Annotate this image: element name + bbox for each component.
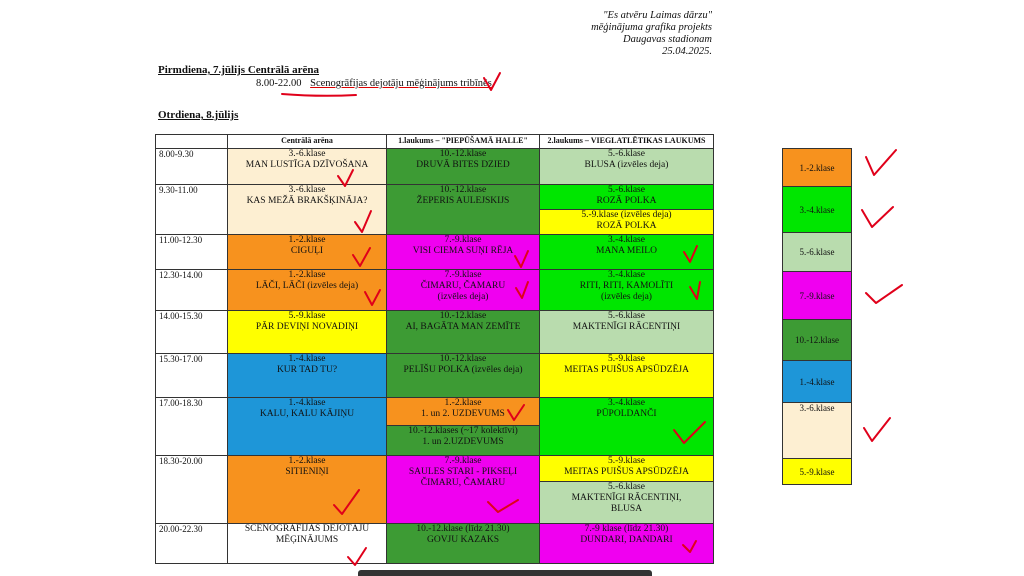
- cell: [540, 235, 714, 270]
- time-cell: 9.30-11.00: [156, 185, 228, 235]
- cell-class: 3.-6.klase: [288, 185, 326, 195]
- header-line1: "Es atvēru Laimas dārzu": [603, 10, 712, 21]
- cell: [387, 270, 540, 311]
- cell-class: 7.-9.klase: [444, 235, 482, 245]
- cell: [228, 311, 387, 354]
- time-cell: 14.00-15.30: [156, 311, 228, 354]
- cell: [387, 398, 540, 426]
- cell: [387, 524, 540, 564]
- cell: [228, 524, 387, 564]
- scrollbar-handle[interactable]: [358, 570, 652, 576]
- header-field-2: 2.laukums – VIEGLATLĒTIKAS LAUKUMS: [540, 135, 714, 149]
- legend-item: 5.-6.klase: [783, 233, 852, 272]
- cell-name: ČIMARU, ČAMARU: [420, 281, 506, 291]
- cell-name: ROZĀ POLKA: [596, 196, 657, 206]
- check-mark-icon: [866, 285, 902, 303]
- legend-item: 10.-12.klase: [783, 320, 852, 361]
- cell-class: 3.-4.klase: [608, 398, 645, 408]
- monday-activity: Scenogrāfijas dejotāju mēģinājums tribīnēs: [310, 78, 492, 89]
- cell: [228, 185, 387, 235]
- cell-class: 10.-12.klase: [439, 185, 487, 195]
- cell-extra: ČIMARU, ČAMARU: [420, 478, 506, 488]
- cell-name: PELĪŠU POLKA (izvēles deja): [403, 365, 523, 375]
- document-header: [591, 10, 712, 58]
- table-row: [156, 398, 714, 426]
- cell: [540, 398, 714, 456]
- cell: [540, 354, 714, 398]
- cell-name: GOVJU KAZAKS: [426, 535, 500, 545]
- table-row: [156, 354, 714, 398]
- table-row: [156, 311, 714, 354]
- cell-name: MAKTENĪGI RĀCENTIŅI: [572, 322, 681, 332]
- cell-class: 3.-4.klase: [608, 235, 645, 245]
- cell-class: 1.-2.klase: [288, 235, 326, 245]
- cell-name: BLUSA (izvēles deja): [584, 160, 669, 170]
- cell-class: 1.-4.klase: [288, 354, 326, 364]
- cell-name: DRUVĀ BITES DZIED: [416, 160, 510, 170]
- table-row: [156, 456, 714, 482]
- cell: [540, 149, 714, 185]
- cell-name: 1. un 2. UZDEVUMS: [421, 409, 505, 419]
- cell-name: MĒĢINĀJUMS: [275, 535, 339, 545]
- cell-class: 5.-9.klase: [608, 456, 645, 466]
- check-mark-icon: [866, 150, 896, 175]
- tuesday-title: Otrdiena, 8.jūlijs: [158, 109, 239, 121]
- cell: [228, 398, 387, 456]
- cell-class: 10.-12.klases (~17 kolektīvi): [408, 426, 518, 436]
- time-cell: 12.30-14.00: [156, 270, 228, 311]
- cell-class: 10.-12.klase: [439, 311, 487, 321]
- cell-name: KUR TAD TU?: [276, 365, 338, 375]
- cell-name: SAULES STARI - PIKSEĻI: [408, 467, 518, 477]
- cell: [540, 456, 714, 482]
- header-line4: 25.04.2025.: [662, 46, 712, 57]
- cell-class: SCENOGRĀFIJAS DEJOTĀJU: [244, 524, 370, 534]
- cell: [540, 185, 714, 210]
- cell: [387, 354, 540, 398]
- monday-row: [256, 78, 492, 89]
- cell-name: MAN LUSTĪGA DZĪVOŠANA: [245, 160, 369, 170]
- cell: [387, 149, 540, 185]
- cell-name: PŪPOLDANČI: [596, 409, 657, 419]
- time-cell: 20.00-22.30: [156, 524, 228, 564]
- cell-class: 1.-2.klase: [444, 398, 482, 408]
- time-cell: 15.30-17.00: [156, 354, 228, 398]
- check-mark-icon: [864, 418, 890, 441]
- cell-name: ROZĀ POLKA: [596, 221, 657, 231]
- legend-item: 7.-9.klase: [783, 272, 852, 320]
- cell-class: 5.-9.klase: [608, 354, 645, 364]
- check-mark-icon: [282, 94, 356, 96]
- cell: [387, 311, 540, 354]
- cell: [387, 426, 540, 456]
- cell-name: CIGUĻI: [290, 246, 324, 256]
- monday-time: 8.00-22.00: [256, 78, 302, 89]
- cell-name: MANA MEILO: [596, 246, 657, 256]
- cell-name: DUNDARI, DANDARI: [580, 535, 673, 545]
- cell-name: MEITAS PUIŠUS APSŪDZĒJA: [564, 467, 689, 477]
- cell-extra: (izvēles deja): [601, 292, 652, 302]
- legend-item: 1.-4.klase: [783, 361, 852, 403]
- cell: [387, 235, 540, 270]
- cell-class: 7.-9.klase: [444, 456, 482, 466]
- cell: [540, 270, 714, 311]
- cell-name: AI, BAGĀTA MAN ZEMĪTE: [405, 322, 521, 332]
- cell-class: 5.-6.klase: [608, 311, 645, 321]
- cell-class: 1.-4.klase: [288, 398, 326, 408]
- cell-class: 5.-6.klase: [608, 149, 645, 159]
- cell: [387, 456, 540, 524]
- cell: [228, 456, 387, 524]
- cell-name: 1. un 2.UZDEVUMS: [422, 437, 504, 447]
- cell-class: 10.-12.klase: [439, 149, 487, 159]
- cell-name: VISI CIEMA SUŅI RĒJA: [412, 246, 514, 256]
- legend-item: 3.-4.klase: [783, 187, 852, 233]
- cell: [540, 524, 714, 564]
- cell-class: 5.-6.klase: [608, 482, 645, 492]
- cell-name: ŽEPERIS AULEJSKIJS: [416, 196, 510, 206]
- time-cell: 11.00-12.30: [156, 235, 228, 270]
- cell-class: 7.-9.klase: [444, 270, 482, 280]
- cell: [540, 482, 714, 524]
- header-line3: Daugavas stadionam: [623, 34, 712, 45]
- time-cell: 8.00-9.30: [156, 149, 228, 185]
- table-header-row: [156, 135, 714, 149]
- header-central-arena: Centrālā arēna: [228, 135, 387, 149]
- cell-class: 5.-9.klase: [288, 311, 326, 321]
- cell-name: LĀČI, LĀČI (izvēles deja): [255, 281, 359, 291]
- cell-class: 7.-9 klase (līdz 21.30): [584, 524, 669, 534]
- color-legend: [782, 148, 852, 485]
- cell-extra: BLUSA: [610, 504, 643, 514]
- legend-item: 3.-6.klase: [783, 403, 852, 459]
- cell-name: MEITAS PUIŠUS APSŪDZĒJA: [564, 365, 689, 375]
- header-time: [156, 135, 228, 149]
- table-row: [156, 149, 714, 185]
- cell: [228, 354, 387, 398]
- cell-name: PĀR DEVIŅI NOVADIŅI: [255, 322, 359, 332]
- cell-class: 3.-6.klase: [288, 149, 326, 159]
- cell-extra: (izvēles deja): [437, 292, 489, 302]
- cell-class: 1.-2.klase: [288, 270, 326, 280]
- header-field-1: 1.laukums – "PIEPŪŠAMĀ HALLE": [387, 135, 540, 149]
- header-line2: mēģinājuma grafika projekts: [591, 22, 712, 33]
- cell-name: KAS MEŽĀ BRAKŠĶINĀJA?: [246, 196, 368, 206]
- schedule-table: [155, 134, 714, 564]
- cell-name: MAKTENĪGI RĀCENTIŅI,: [571, 493, 682, 503]
- check-mark-icon: [862, 207, 893, 227]
- cell: [228, 149, 387, 185]
- cell-class: 10.-12.klase: [439, 354, 487, 364]
- cell: [228, 235, 387, 270]
- cell-class: 10.-12.klase (līdz 21.30): [416, 524, 510, 534]
- cell-class: 3.-4.klase: [608, 270, 645, 280]
- table-row: [156, 185, 714, 210]
- cell-name: RITI, RITI, KAMOLĪTI: [579, 281, 674, 291]
- time-cell: 18.30-20.00: [156, 456, 228, 524]
- table-row: [156, 524, 714, 564]
- cell: [228, 270, 387, 311]
- table-row: [156, 270, 714, 311]
- cell-class: 1.-2.klase: [288, 456, 326, 466]
- cell-class: 5.-6.klase: [608, 185, 645, 195]
- cell: [540, 311, 714, 354]
- cell-class: 5.-9.klase (izvēles deja): [581, 210, 672, 220]
- table-row: [156, 235, 714, 270]
- legend-item: 5.-9.klase: [783, 459, 852, 485]
- cell-name: SITIENIŅI: [285, 467, 329, 477]
- monday-title: Pirmdiena, 7.jūlijs Centrālā arēna: [158, 64, 320, 76]
- legend-item: 1.-2.klase: [783, 149, 852, 187]
- time-cell: 17.00-18.30: [156, 398, 228, 456]
- cell: [540, 210, 714, 235]
- cell: [387, 185, 540, 235]
- cell-name: KALU, KALU KĀJIŅU: [259, 409, 355, 419]
